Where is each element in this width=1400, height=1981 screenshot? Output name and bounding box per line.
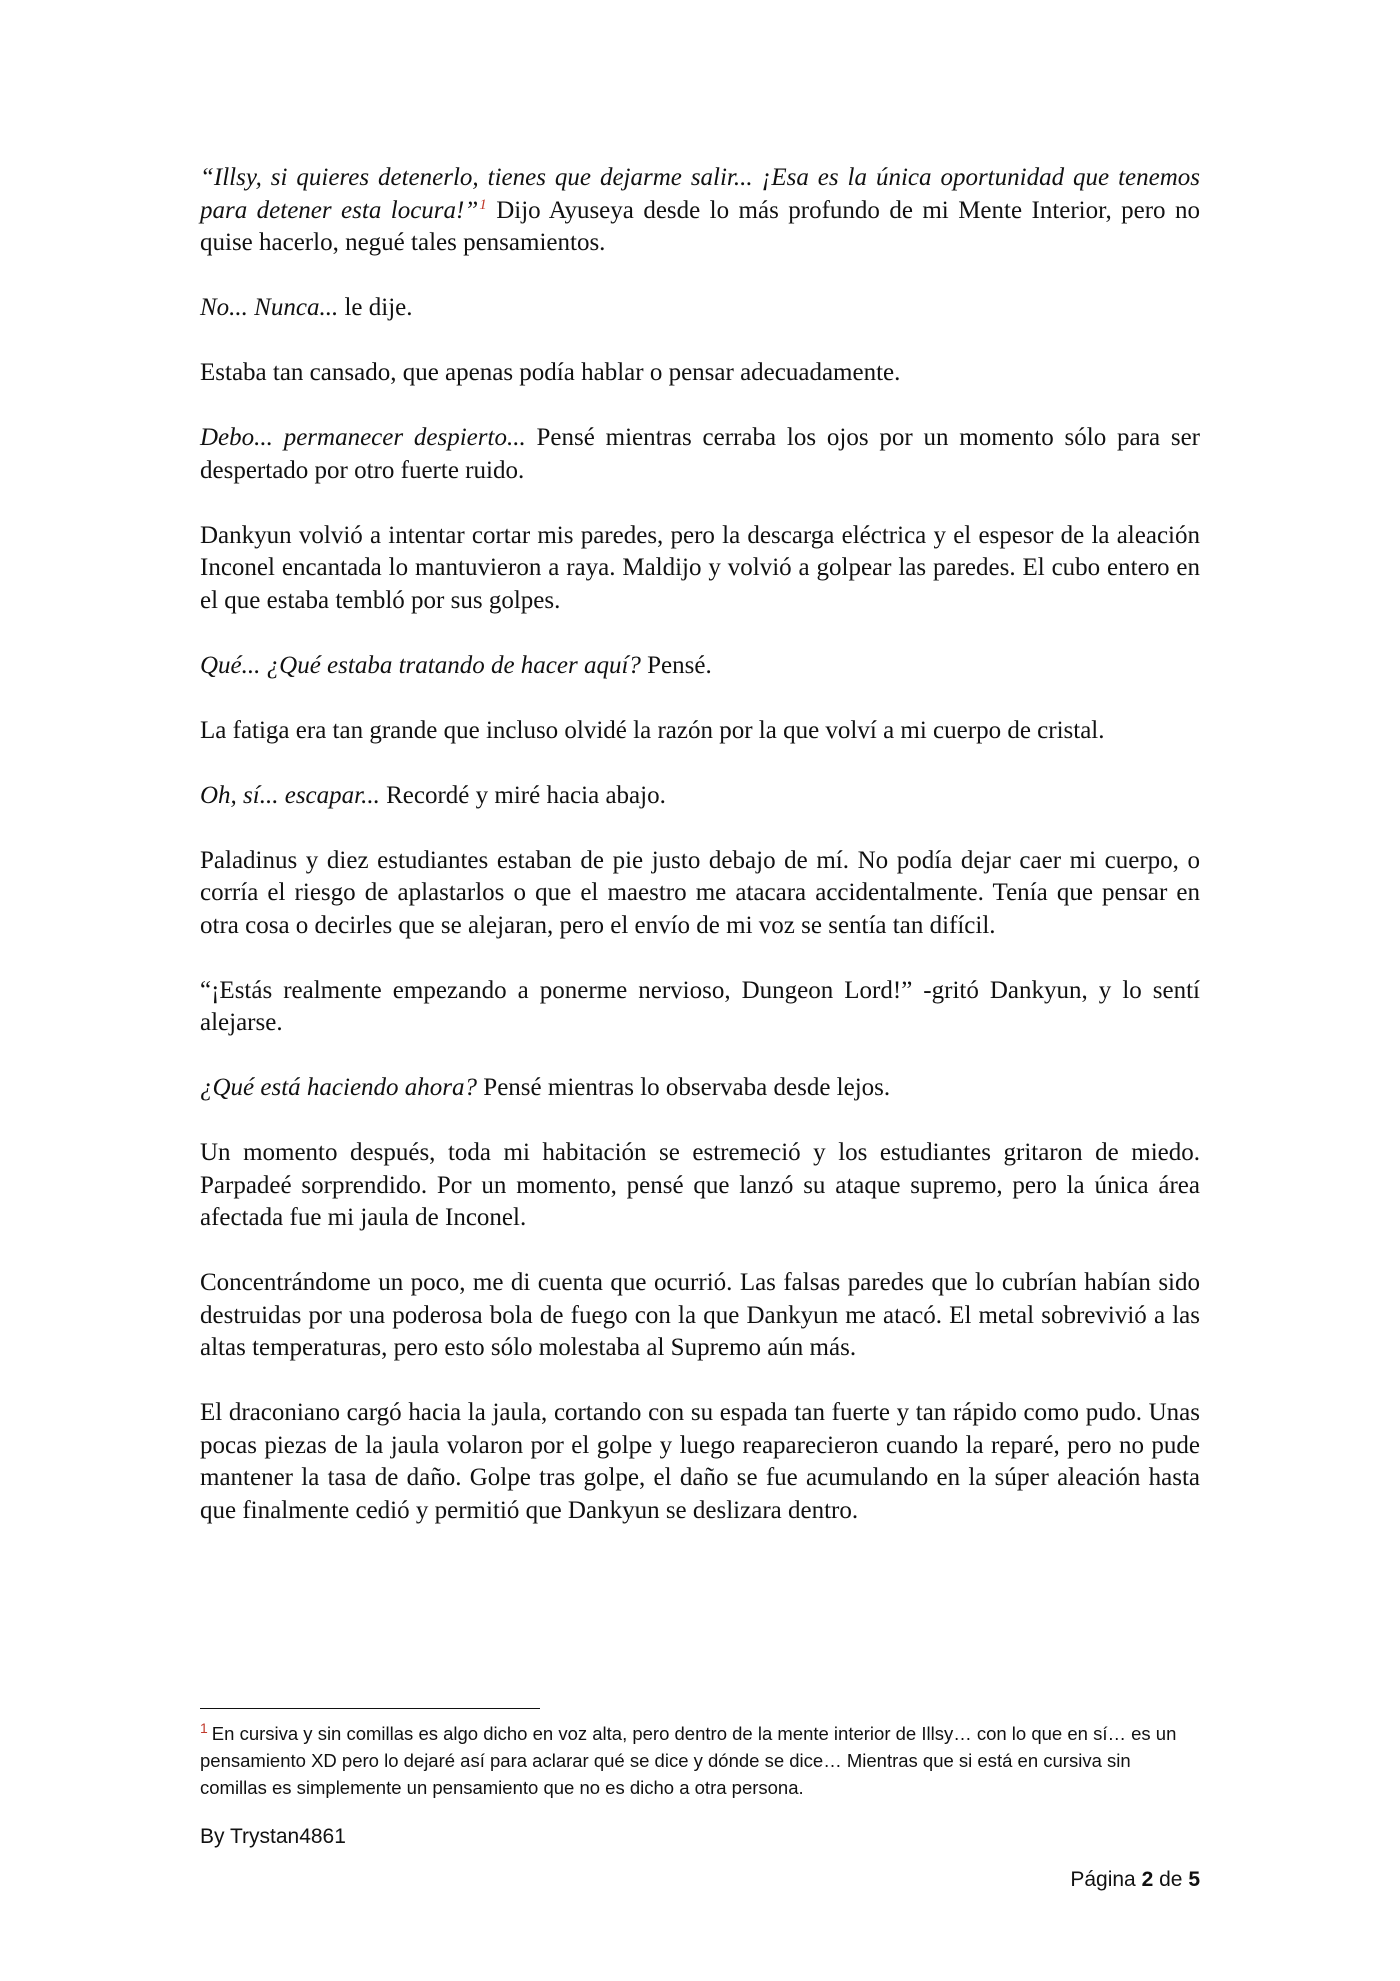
paragraph: Un momento después, toda mi habitación se estremeció y los estudiantes gritaron de miedo. Parpadeé sorprendido. Por un momento, pensé que lanzó su ataque supremo, pero la única área afectada fue mi jaula de Inconel. [200, 1139, 1200, 1231]
paragraph-text: Pensé mientras lo observaba desde lejos. [477, 1074, 891, 1101]
paragraph-text: Dijo Ayuseya desde lo más profundo de mi Mente Interior, pero no quise hacerlo, negué tales pensamientos. [200, 196, 1200, 256]
paragraph [200, 780, 1200, 813]
italic-quote: “Illsy, si quieres detenerlo, tienes que dejarme salir... ¡Esa es la única oportunidad que tenemos para detener esta locura!” [200, 164, 1200, 224]
paragraph-text: Pensé. [640, 651, 712, 679]
italic-thought: ¿Qué está haciendo ahora? [200, 1074, 478, 1101]
paragraph: Paladinus y diez estudiantes estaban de pie justo debajo de mí. No podía dejar caer mi cuerpo, o corría el riesgo de aplastarlos o que el maestro me atacara accidentalmente. Tenía que pensar en otra cosa o decirles que se alejaran, pero el envío de mi voz se sentía tan difícil. [200, 846, 1200, 939]
paragraph [200, 292, 1200, 325]
total-pages: 5 [1188, 1868, 1200, 1891]
paragraph-text: le dije. [338, 294, 413, 321]
paragraph-text: Pensé mientras cerraba los ojos por un momento sólo para ser despertado por otro fuerte ruido. [200, 424, 1200, 484]
chapter-body [200, 162, 1200, 1560]
paragraph [200, 1072, 1200, 1105]
paragraph: Dankyun volvió a intentar cortar mis paredes, pero la descarga eléctrica y el espesor de la aleación Inconel encantada lo mantuvieron a raya. Maldijo y volvió a golpear las paredes. El cubo entero en el que estaba tembló por sus golpes. [200, 521, 1200, 614]
paragraph: “¡Estás realmente empezando a ponerme nervioso, Dungeon Lord!” -gritó Dankyun, y lo sentí alejarse. [200, 976, 1200, 1036]
footnote-text: En cursiva y sin comillas es algo dicho en voz alta, pero dentro de la mente interior de Illsy… con lo que en sí… es un pensamiento XD pero lo dejaré así para aclarar qué se dice y dónde se dice… Mientras que si está en cursiva sin comillas es simplemente un pensamiento que no es dicho a otra persona. [200, 1723, 1177, 1798]
footnote-reference[interactable]: 1 [479, 196, 487, 213]
page-separator: de [1159, 1868, 1183, 1891]
paragraph [200, 650, 1200, 683]
italic-thought: No... Nunca... [200, 294, 339, 321]
current-page: 2 [1141, 1868, 1154, 1891]
paragraph [200, 422, 1200, 487]
page-number [1070, 1866, 1200, 1894]
paragraph: Estaba tan cansado, que apenas podía hablar o pensar adecuadamente. [200, 359, 901, 386]
page-label: Página [1070, 1868, 1136, 1891]
italic-thought: Oh, sí... escapar... [200, 781, 380, 809]
paragraph: Concentrándome un poco, me di cuenta que ocurrió. Las falsas paredes que lo cubrían habían sido destruidas por una poderosa bola de fuego con la que Dankyun me atacó. El metal sobrevivió a las altas temperaturas, pero esto sólo molestaba al Supremo aún más. [200, 1269, 1200, 1361]
italic-thought: Debo... permanecer despierto... [200, 424, 526, 451]
paragraph: El draconiano cargó hacia la jaula, cortando con su espada tan fuerte y tan rápido como pudo. Unas pocas piezas de la jaula volaron por el golpe y luego reaparecieron cuando la reparé, pero no pude mantener la tasa de daño. Golpe tras golpe, el daño se fue acumulando en la súper aleación hasta que finalmente cedió y permitió que Dankyun se deslizara dentro. [200, 1399, 1200, 1524]
footnote-number: 1 [200, 1720, 208, 1736]
footnote-divider [200, 1708, 540, 1709]
footnote [200, 1720, 1200, 1801]
paragraph-text: Recordé y miré hacia abajo. [379, 781, 666, 809]
paragraph [200, 162, 1200, 260]
italic-thought: Qué... ¿Qué estaba tratando de hacer aquí? [200, 651, 641, 679]
author-credit: By Trystan4861 [200, 1825, 346, 1848]
paragraph: La fatiga era tan grande que incluso olvidé la razón por la que volví a mi cuerpo de cristal. [200, 716, 1105, 744]
